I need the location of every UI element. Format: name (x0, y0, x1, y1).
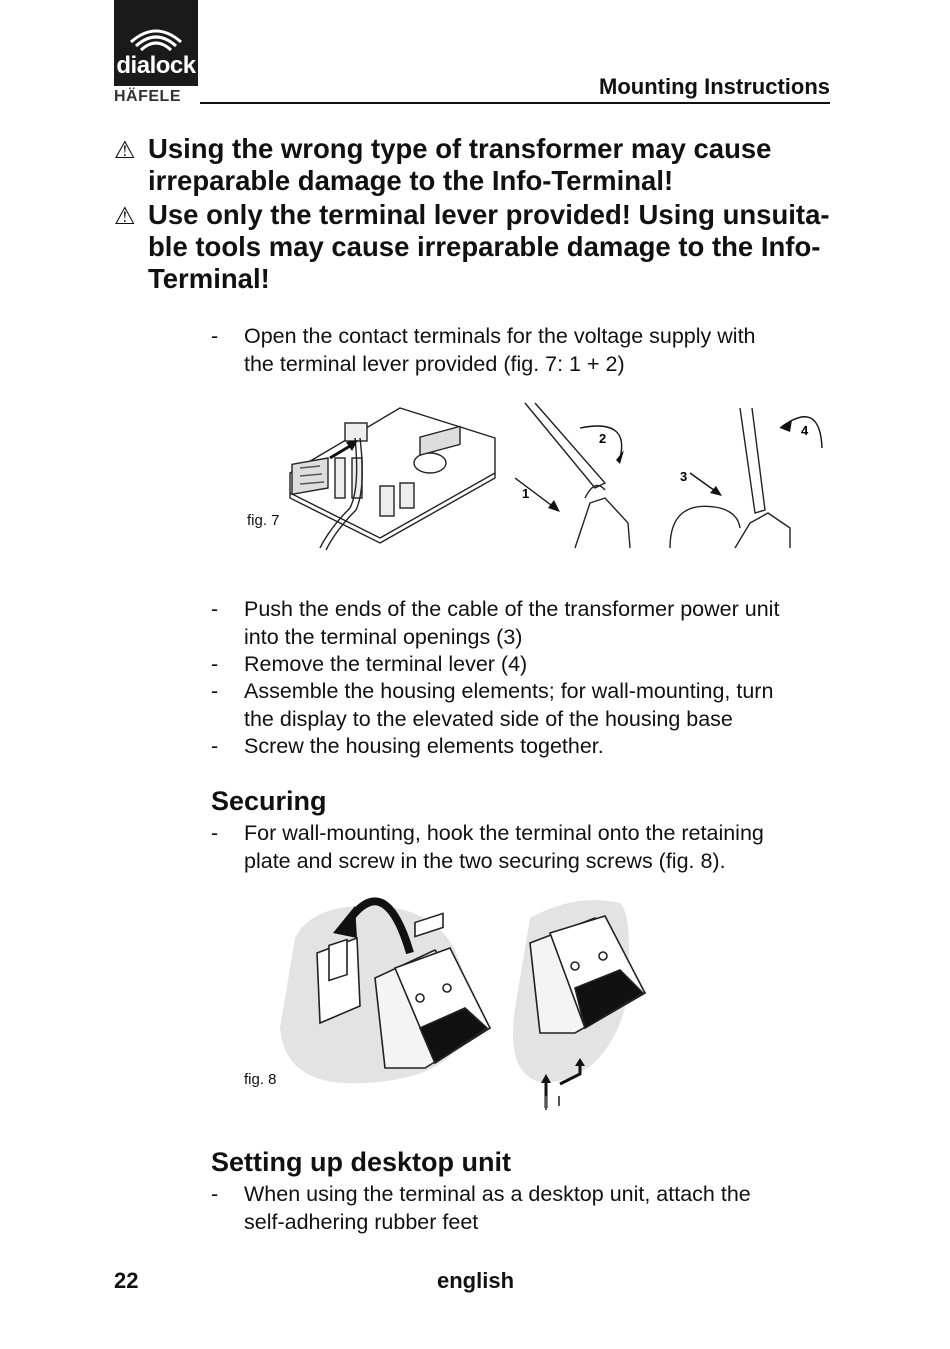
arrow-icon (515, 478, 555, 508)
list-item (211, 596, 841, 652)
list-item-line: plate and screw in the two securing screws (fig. 8). (244, 848, 726, 873)
list-item-line: When using the terminal as a desktop unit, attach the (244, 1182, 751, 1206)
list-item-line: Assemble the housing elements; for wall-mounting, turn (244, 679, 774, 703)
list-item-line: Push the ends of the cable of the transformer power unit (244, 597, 780, 621)
list-dash: - (211, 1182, 219, 1206)
list-item-line: into the terminal openings (3) (244, 624, 523, 649)
list-item-line: the terminal lever provided (fig. 7: 1 + 2) (244, 351, 625, 376)
screw-icon (546, 1096, 559, 1110)
list-item-line: Screw the housing elements together. (244, 734, 604, 758)
figure-7-illustration (260, 398, 830, 553)
page-number: 22 (114, 1268, 139, 1293)
warning-line: Use only the terminal lever provided! Using unsuita- (148, 199, 830, 230)
section-heading-desktop-unit: Setting up desktop unit (211, 1147, 511, 1177)
logo-wordmark: dialock (116, 52, 196, 79)
callout-2: 2 (599, 431, 607, 446)
figure-8-label: fig. 8 (244, 1071, 277, 1088)
arrow-icon (616, 450, 624, 464)
list-dash: - (211, 324, 219, 348)
list-item-line: Remove the terminal lever (4) (244, 652, 528, 676)
figure-7-label: fig. 7 (247, 512, 280, 529)
warning-line: ble tools may cause irreparable damage to the Info- (148, 231, 821, 262)
list-item (211, 678, 841, 734)
warning-line: irreparable damage to the Info-Terminal! (148, 165, 674, 196)
warning-terminal-lever (114, 199, 834, 299)
warning-transformer (114, 133, 834, 199)
cable-insertion-drawing (670, 408, 790, 548)
dialock-logo (114, 0, 198, 86)
list-item-line: Open the contact terminals for the voltage supply with (244, 324, 756, 348)
list-item-line: the display to the elevated side of the housing base (244, 706, 733, 731)
circuit-board-drawing (290, 408, 495, 550)
section-heading-securing: Securing (211, 786, 327, 816)
list-item (211, 1181, 841, 1237)
list-dash: - (211, 679, 219, 703)
list-item (211, 323, 841, 379)
warning-line: Terminal! (148, 263, 270, 294)
header-divider (200, 102, 830, 104)
list-item-line: self-adhering rubber feet (244, 1209, 479, 1234)
list-item (211, 651, 841, 679)
list-dash: - (211, 821, 219, 845)
list-item-line: For wall-mounting, hook the terminal onto the retaining (244, 821, 764, 845)
callout-3: 3 (680, 469, 688, 484)
brand-name: HÄFELE (114, 88, 181, 105)
list-dash: - (211, 652, 219, 676)
wireless-signal-icon (114, 0, 198, 60)
callout-1: 1 (522, 486, 530, 501)
list-dash: - (211, 734, 219, 758)
page-title: Mounting Instructions (599, 74, 830, 99)
figure-8-illustration (275, 878, 665, 1113)
warning-icon: ⚠ (114, 203, 136, 230)
list-dash: - (211, 597, 219, 621)
warning-line: Using the wrong type of transformer may cause (148, 133, 772, 164)
list-item (211, 733, 841, 761)
callout-4: 4 (801, 423, 809, 438)
list-item (211, 820, 841, 876)
arrow-icon (710, 486, 722, 496)
arrow-icon (548, 500, 560, 512)
lever-insertion-drawing (525, 403, 630, 548)
footer-language: english (437, 1268, 515, 1293)
warning-icon: ⚠ (114, 137, 136, 164)
